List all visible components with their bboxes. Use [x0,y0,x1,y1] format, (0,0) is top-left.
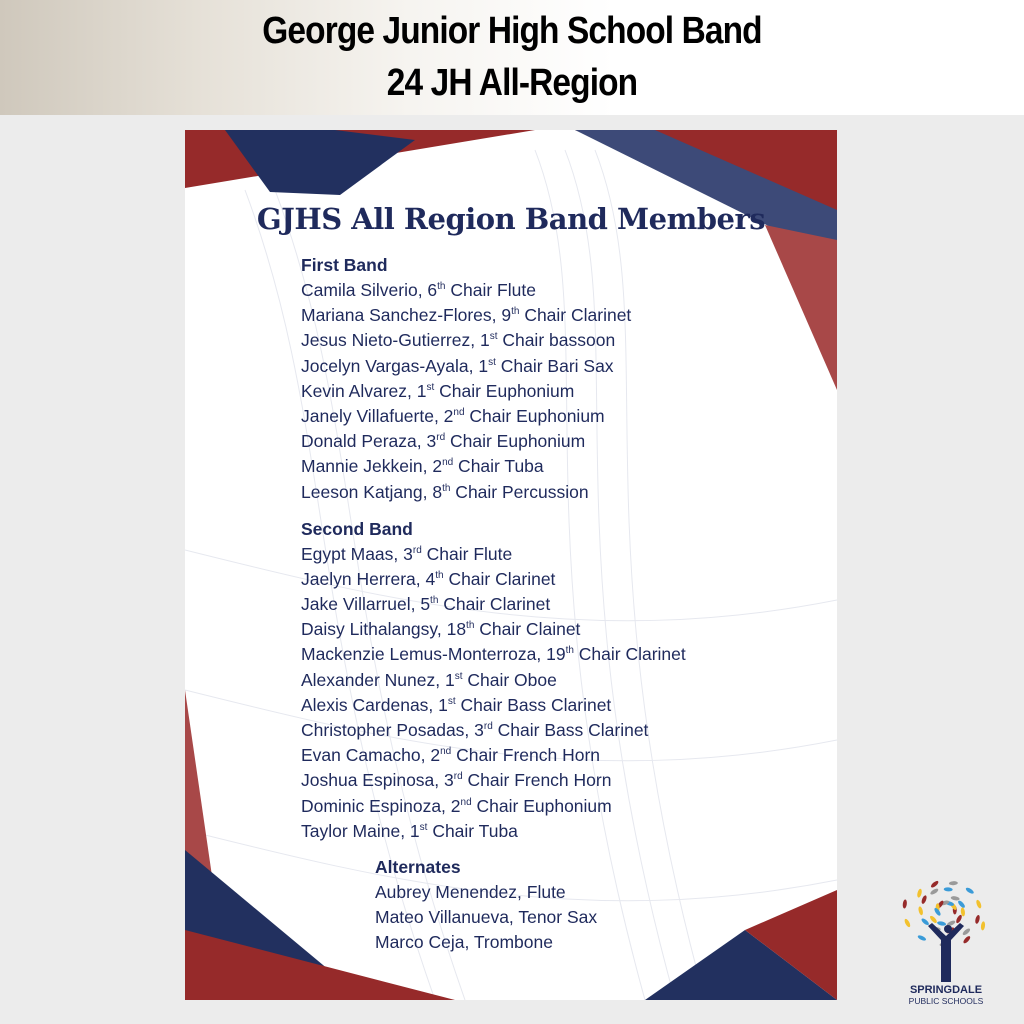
ordinal-suffix: rd [412,544,422,556]
leaf-mark [929,915,938,924]
member-name: Joshua Espinosa, 3 [301,770,454,791]
ordinal-suffix: nd [460,796,472,808]
member-row [301,404,686,429]
member-row [301,794,686,819]
leaf-mark [917,934,927,941]
member-chair: Chair Bass Clarinet [492,720,649,740]
logo-text-springdale: SPRINGDALE [909,984,983,996]
poster-title: GJHS All Region Band Members [256,202,766,236]
member-list [301,253,686,844]
member-chair: Chair Euphonium [445,431,586,452]
leaf-mark [955,914,963,924]
member-name: Alexander Nunez, 1 [301,669,455,690]
member-row: Marco Ceja, Trombone [375,932,553,953]
member-row: Mateo Villanueva, Tenor Sax [375,907,598,928]
member-row [301,429,686,454]
section-heading-alternates: Alternates [375,857,461,877]
member-name: Jake Villarruel, 5 [301,594,431,615]
member-chair: Chair Clarinet [519,305,632,326]
ordinal-suffix: th [511,306,520,318]
ordinal-suffix: st [489,331,498,343]
member-row [301,328,686,353]
member-row [301,718,686,743]
poster [185,130,837,1000]
leaf-mark [937,921,947,927]
member-row [301,642,686,667]
leaf-mark [962,927,971,936]
member-name: Alexis Cardenas, 1 [301,694,448,715]
member-name: Jaelyn Herrera, 4 [301,568,436,589]
member-chair: Chair Tuba [427,820,518,841]
header-title: George Junior High School Band [262,10,762,52]
member-name: Janely Villafuerte, 2 [301,405,454,426]
leaf-mark [930,880,939,889]
leaf-mark [903,918,911,928]
member-chair: Chair Euphonium [434,380,575,401]
leaf-mark [944,887,953,892]
member-name: Christopher Posadas, 3 [301,720,484,740]
leaf-mark [921,895,928,905]
member-row [301,768,686,793]
member-name: Mackenzie Lemus-Monterroza, 19 [301,644,566,665]
member-chair: Chair Clainet [474,619,581,640]
member-row [301,567,686,592]
ordinal-suffix: st [419,821,428,833]
member-row [301,592,686,617]
header-subtitle: 24 JH All-Region [386,62,638,104]
ordinal-suffix: nd [440,746,452,758]
leaf-mark [975,899,982,909]
member-name: Egypt Maas, 3 [301,543,413,564]
member-row [301,693,686,718]
member-chair: Chair Clarinet [573,644,686,665]
member-name: Jocelyn Vargas-Ayala, 1 [301,355,489,376]
member-chair: Chair Flute [445,280,536,300]
leaf-mark [950,895,960,901]
member-chair: Chair bassoon [497,330,616,351]
leaf-mark [965,887,975,895]
member-chair: Chair Euphonium [471,795,612,816]
member-name: Taylor Maine, 1 [301,820,420,841]
alternates-list [375,855,597,956]
member-row [301,379,686,404]
member-row [301,542,686,567]
ordinal-suffix: st [447,695,456,707]
leaf-mark [902,899,907,908]
ordinal-suffix: rd [436,432,446,444]
member-row: Aubrey Menendez, Flute [375,882,566,902]
springdale-logo [898,878,994,1008]
leaf-mark [920,917,929,926]
member-name: Leeson Katjang, 8 [301,481,443,502]
member-row [301,819,686,844]
ordinal-suffix: th [442,482,451,494]
ordinal-suffix: st [426,381,435,393]
section-heading-first-band: First Band [301,255,388,275]
member-name: Kevin Alvarez, 1 [301,380,427,401]
member-row [301,454,686,479]
leaf-mark [957,900,966,909]
member-row [301,743,686,768]
member-chair: Chair Percussion [450,481,589,502]
member-name: Mannie Jekkein, 2 [301,456,443,477]
member-chair: Chair Oboe [462,669,557,690]
ordinal-suffix: th [430,595,439,607]
member-row [301,480,686,505]
member-chair: Chair Tuba [453,456,544,477]
ordinal-suffix: rd [483,721,493,732]
leaf-mark [929,888,939,896]
member-chair: Chair Flute [421,543,513,564]
ordinal-suffix: rd [453,771,463,783]
leaf-mark [962,935,971,944]
leaf-mark [918,906,924,916]
member-chair: Chair Bari Sax [495,355,614,376]
ordinal-suffix: st [488,356,496,368]
member-name: Daisy Lithalangsy, 18 [301,619,467,640]
member-name: Mariana Sanchez-Flores, 9 [301,305,512,326]
member-name: Camila Silverio, 6 [301,280,438,300]
member-row [301,278,686,303]
section-heading-second-band: Second Band [301,518,413,539]
member-row [301,617,686,642]
member-chair: Chair French Horn [462,770,612,791]
ordinal-suffix: nd [453,406,465,418]
member-row [301,668,686,693]
member-chair: Chair Clarinet [443,568,556,589]
member-name: Donald Peraza, 3 [301,431,437,452]
member-name: Evan Camacho, 2 [301,745,441,766]
member-name: Dominic Espinoza, 2 [301,795,461,816]
member-chair: Chair Euphonium [464,405,605,426]
member-chair: Chair Clarinet [438,594,551,615]
leaf-mark [980,921,985,930]
leaf-mark [916,888,922,898]
member-row [301,303,686,328]
member-chair: Chair Bass Clarinet [455,694,612,715]
ordinal-suffix: th [466,620,475,632]
leaf-mark [974,915,980,925]
ordinal-suffix: th [435,569,444,581]
tree-logo-icon [898,878,994,984]
header-banner [0,0,1024,115]
ordinal-suffix: th [437,281,446,292]
member-row [301,354,686,379]
ordinal-suffix: nd [442,457,454,469]
member-name: Jesus Nieto-Gutierrez, 1 [301,330,490,351]
logo-text-public-schools: PUBLIC SCHOOLS [908,996,984,1006]
leaf-mark [949,881,958,886]
ordinal-suffix: st [454,670,463,682]
ordinal-suffix: th [565,645,574,657]
member-chair: Chair French Horn [451,745,601,766]
